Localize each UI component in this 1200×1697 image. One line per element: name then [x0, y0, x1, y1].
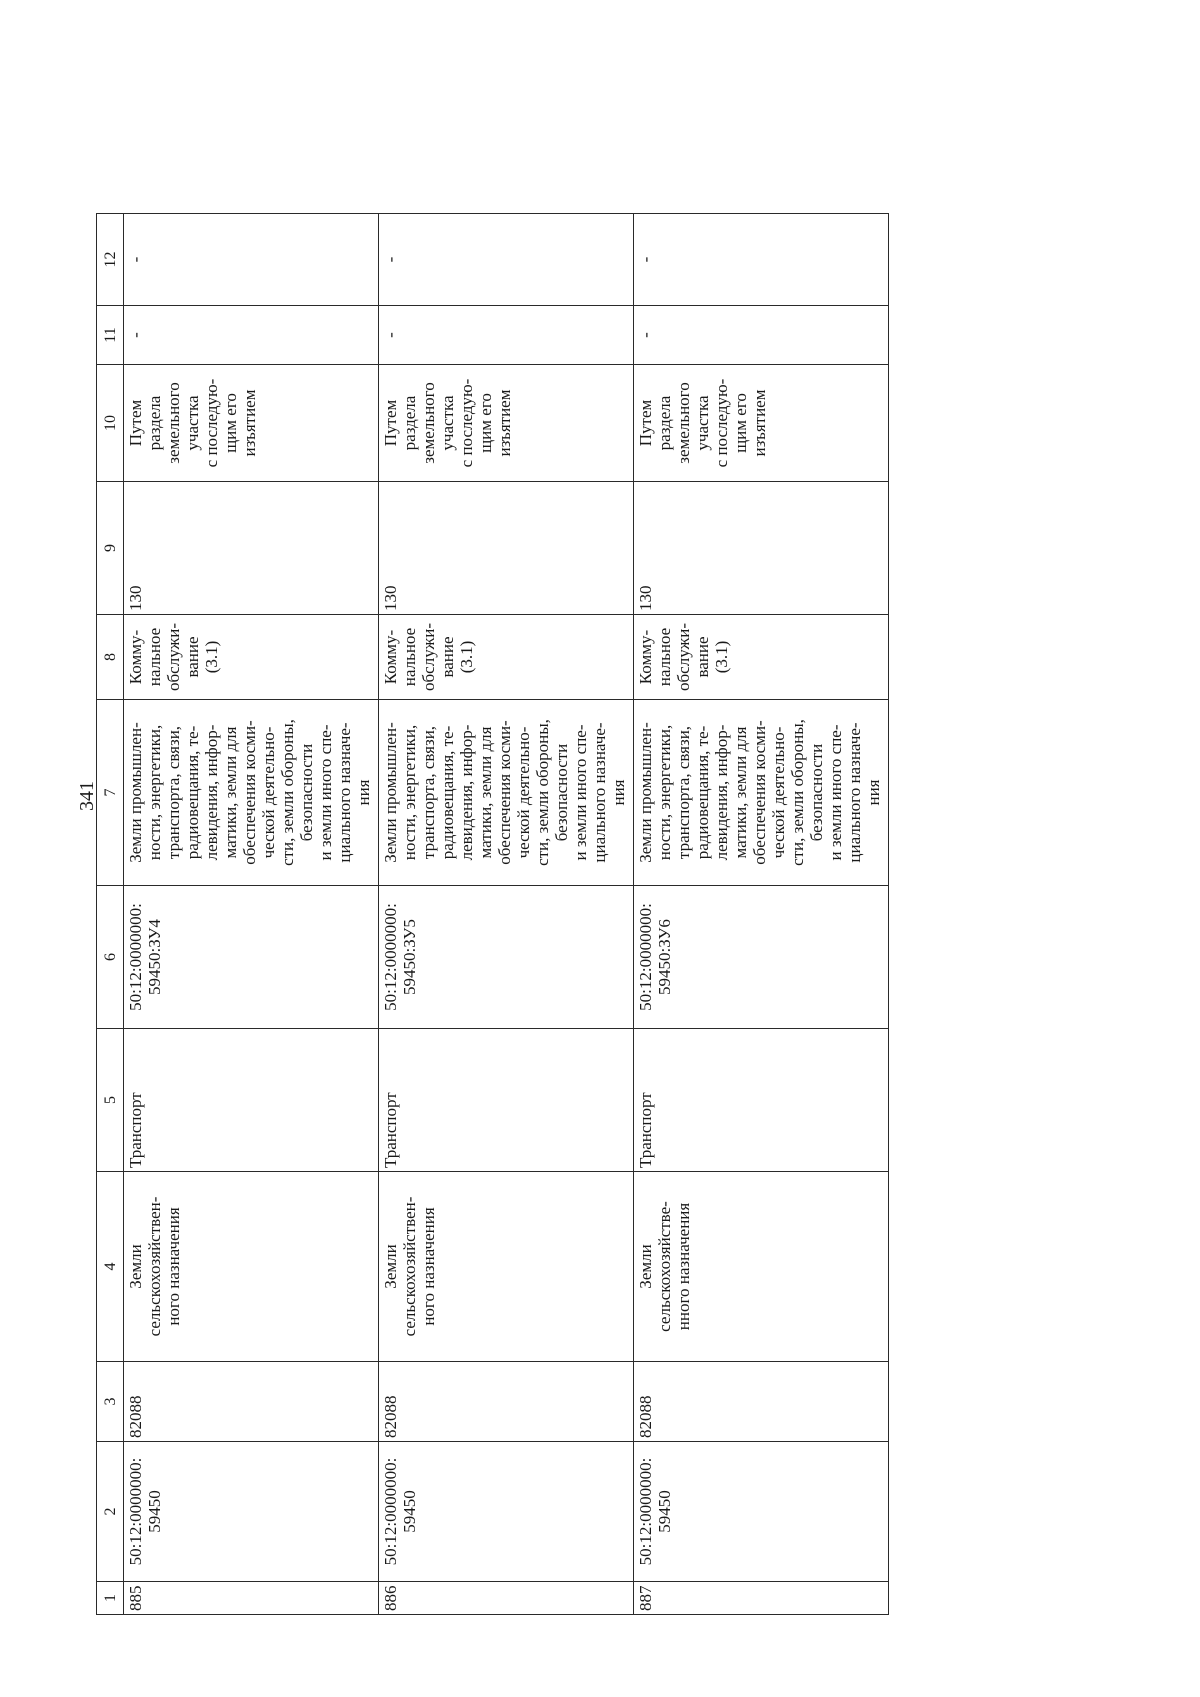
- use-type-cell: Комму- нальное обслужи- вание (3.1): [379, 615, 634, 700]
- cadastral-number-cell: 50:12:0000000: 59450: [124, 1442, 379, 1582]
- new-cadastral-number-cell: 50:12:0000000: 59450:ЗУ4: [124, 886, 379, 1029]
- row-number-cell: 887: [634, 1582, 889, 1615]
- table-row: [124, 214, 379, 1615]
- area-cell: 82088: [634, 1362, 889, 1442]
- cadastral-number-cell: 50:12:0000000: 59450: [379, 1442, 634, 1582]
- method-cell: Путем раздела земельного участка с последую- щим его изъятием: [124, 365, 379, 482]
- purpose-cell: Транспорт: [379, 1029, 634, 1172]
- table-row: [634, 214, 889, 1615]
- area-cell: 82088: [124, 1362, 379, 1442]
- new-cadastral-number-cell: 50:12:0000000: 59450:ЗУ5: [379, 886, 634, 1029]
- land-category-before-cell: Земли сельскохозяйствен- ного назначения: [379, 1172, 634, 1362]
- new-area-cell: 130: [634, 482, 889, 615]
- column-header: 7: [97, 700, 124, 886]
- new-area-cell: 130: [124, 482, 379, 615]
- column-12-cell: -: [124, 214, 379, 306]
- column-header: 8: [97, 615, 124, 700]
- column-header: 5: [97, 1029, 124, 1172]
- row-number-cell: 886: [379, 1582, 634, 1615]
- purpose-cell: Транспорт: [124, 1029, 379, 1172]
- column-11-cell: -: [634, 306, 889, 365]
- new-cadastral-number-cell: 50:12:0000000: 59450:ЗУ6: [634, 886, 889, 1029]
- cadastral-number-cell: 50:12:0000000: 59450: [634, 1442, 889, 1582]
- column-header: 1: [97, 1582, 124, 1615]
- land-category-before-cell: Земли сельскохозяйствен- ного назначения: [124, 1172, 379, 1362]
- land-category-after-cell: Земли промышлен- ности, энергетики, транспорта, связи, радиовещания, те- левидения, инфор- матики, земли для обеспечения косми- ческой деятельно- сти, земли обороны, безопасности и земли иного спе- циального назначе- ния: [379, 700, 634, 886]
- column-header: 11: [97, 306, 124, 365]
- column-header: 4: [97, 1172, 124, 1362]
- column-header: 6: [97, 886, 124, 1029]
- column-12-cell: -: [634, 214, 889, 306]
- land-category-after-cell: Земли промышлен- ности, энергетики, транспорта, связи, радиовещания, те- левидения, инфор- матики, земли для обеспечения косми- ческой деятельно- сти, земли обороны, безопасности и земли иного спе- циального назначе- ния: [634, 700, 889, 886]
- column-header: 2: [97, 1442, 124, 1582]
- column-header: 9: [97, 482, 124, 615]
- land-category-after-cell: Земли промышлен- ности, энергетики, транспорта, связи, радиовещания, те- левидения, инфор- матики, земли для обеспечения косми- ческой деятельно- сти, земли обороны, безопасности и земли иного спе- циального назначе- ния: [124, 700, 379, 886]
- method-cell: Путем раздела земельного участка с последую- щим его изъятием: [634, 365, 889, 482]
- area-cell: 82088: [379, 1362, 634, 1442]
- land-parcels-table: [96, 213, 889, 1615]
- page-number: 341: [76, 781, 98, 811]
- use-type-cell: Комму- нальное обслужи- вание (3.1): [124, 615, 379, 700]
- land-category-before-cell: Земли сельскохозяйстве- нного назначения: [634, 1172, 889, 1362]
- method-cell: Путем раздела земельного участка с последую- щим его изъятием: [379, 365, 634, 482]
- column-header: 10: [97, 365, 124, 482]
- column-12-cell: -: [379, 214, 634, 306]
- column-11-cell: -: [379, 306, 634, 365]
- column-number-row: [97, 214, 124, 1615]
- row-number-cell: 885: [124, 1582, 379, 1615]
- column-header: 3: [97, 1362, 124, 1442]
- new-area-cell: 130: [379, 482, 634, 615]
- column-11-cell: -: [124, 306, 379, 365]
- column-header: 12: [97, 214, 124, 306]
- purpose-cell: Транспорт: [634, 1029, 889, 1172]
- table-row: [379, 214, 634, 1615]
- use-type-cell: Комму- нальное обслужи- вание (3.1): [634, 615, 889, 700]
